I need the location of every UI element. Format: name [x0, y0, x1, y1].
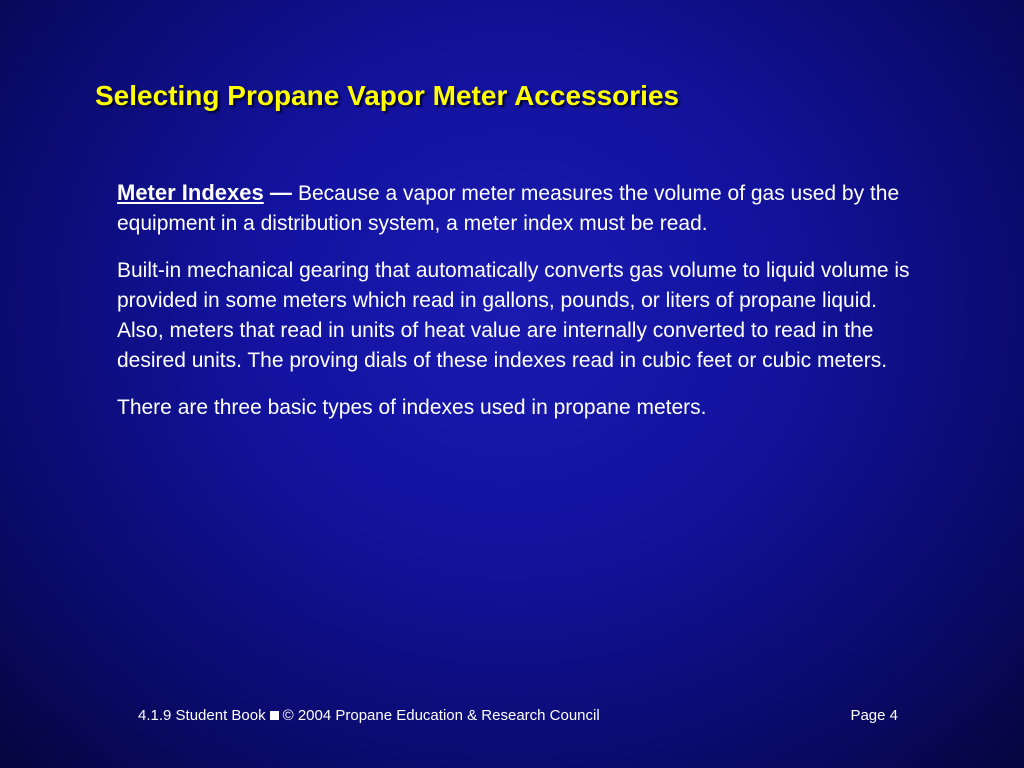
- page-number: Page 4: [850, 707, 898, 724]
- square-bullet-icon: [270, 711, 279, 720]
- footer-book-ref: 4.1.9 Student Book: [138, 707, 266, 724]
- slide-title: Selecting Propane Vapor Meter Accessories: [95, 80, 680, 111]
- meter-indexes-heading: Meter Indexes: [117, 180, 264, 205]
- paragraph-mechanical-gearing: Built-in mechanical gearing that automatically converts gas volume to liquid volume is provided in some meters which read in gallons, pounds, or liters of propane liquid. Also, meters that read in units of heat value are internally converted to read in the desired units. The proving dials of these indexes read in cubic feet or cubic meters.: [117, 259, 910, 372]
- slide-body: [117, 178, 917, 440]
- paragraph-index-types: There are three basic types of indexes used in propane meters.: [117, 396, 707, 419]
- paragraph-meter-indexes: [117, 178, 917, 239]
- footer-copyright: [138, 707, 600, 724]
- meter-indexes-text: Because a vapor meter measures the volume of gas used by the equipment in a distribution system, a meter index must be read.: [117, 182, 900, 235]
- footer-council: © 2004 Propane Education & Research Council: [282, 707, 600, 724]
- em-dash: —: [263, 180, 298, 205]
